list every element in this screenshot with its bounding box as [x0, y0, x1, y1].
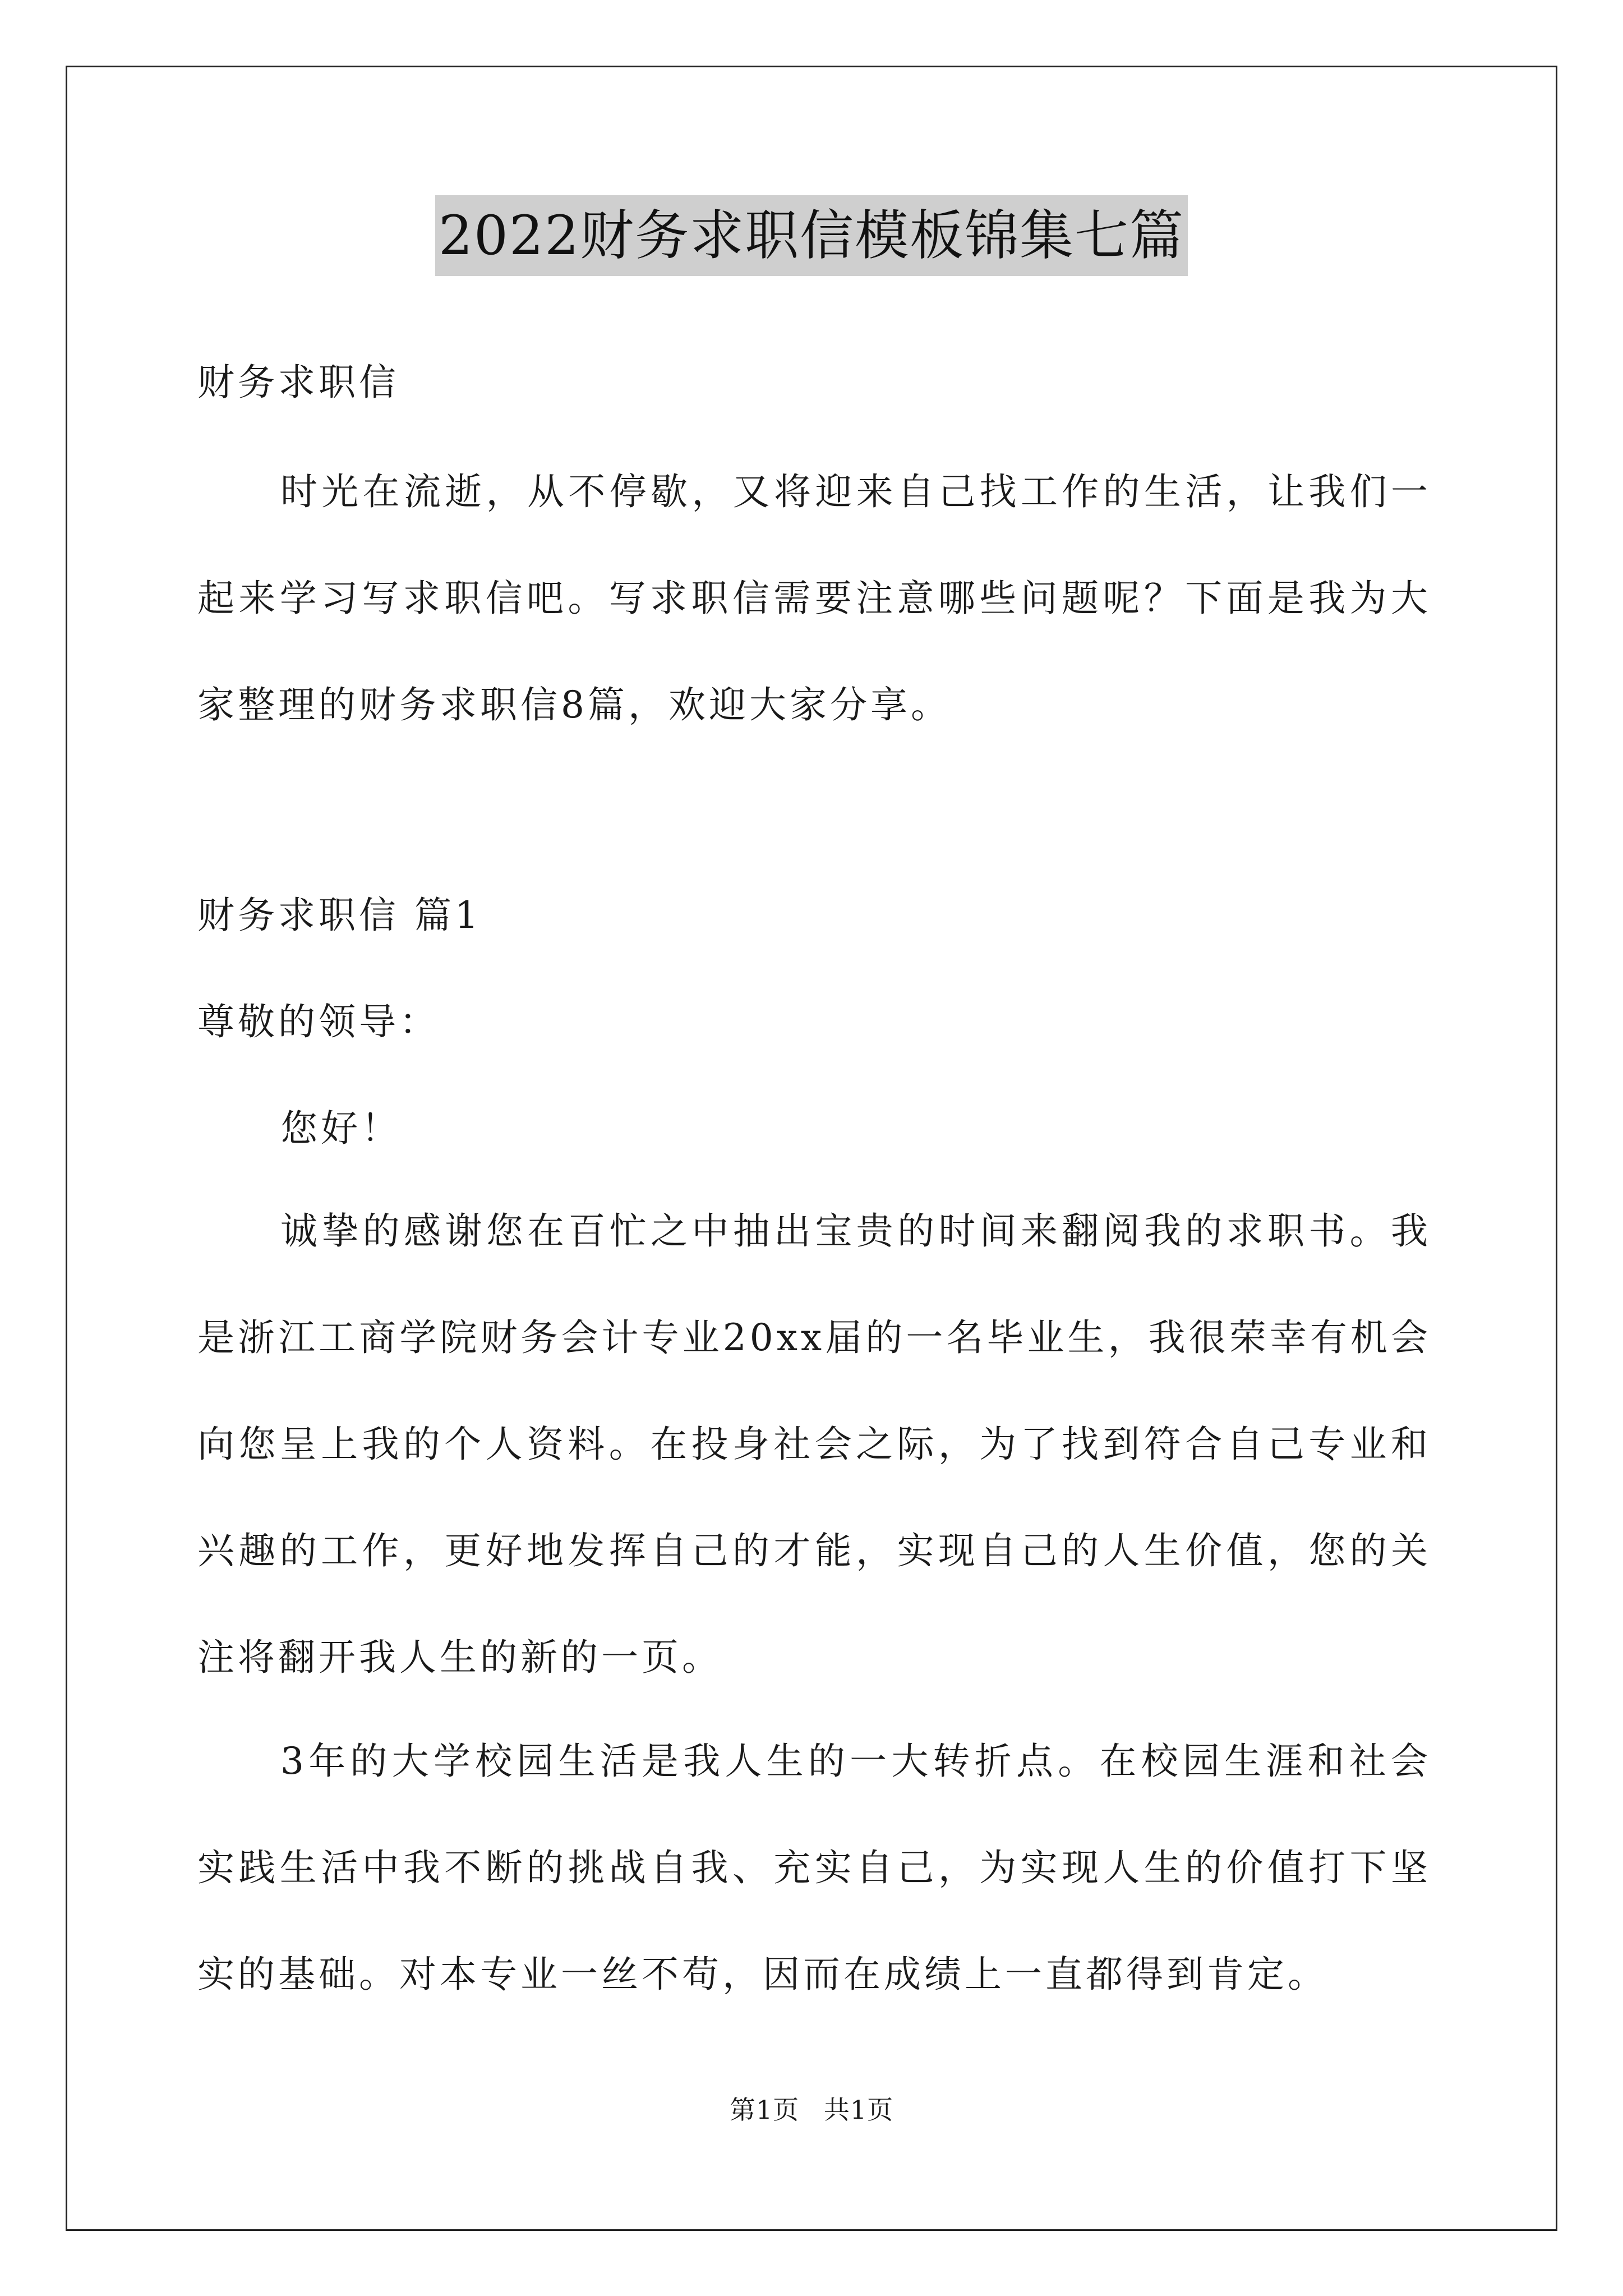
page-number-total: 共1页 [823, 2095, 894, 2125]
page-footer [0, 2090, 1623, 2127]
page-number-current: 第1页 [729, 2095, 800, 2125]
intro-paragraph: 时光在流逝，从不停歇，又将迎来自己找工作的生活，让我们一起来学习写求职信吧。写求职信需要注意哪些问题呢？下面是我为大家整理的财务求职信8篇，欢迎大家分享。 [197, 470, 1431, 726]
salutation: 尊敬的领导： [197, 1000, 440, 1043]
greeting: 您好！ [280, 1107, 402, 1150]
document-title: 2022财务求职信模板锦集七篇 [435, 195, 1188, 276]
intro-heading: 财务求职信 [197, 361, 399, 404]
title-container [0, 195, 1623, 276]
body-paragraph-1: 诚挚的感谢您在百忙之中抽出宝贵的时间来翻阅我的求职书。我是浙江工商学院财务会计专业20xx届的一名毕业生，我很荣幸有机会向您呈上我的个人资料。在投身社会之际，为了找到符合自己专业和兴趣的工作，更好地发挥自己的才能，实现自己的人生价值，您的关注将翻开我人生的新的一页。 [197, 1209, 1431, 1679]
section-heading: 财务求职信 篇1 [197, 894, 482, 937]
body-paragraph-2: 3年的大学校园生活是我人生的一大转折点。在校园生涯和社会实践生活中我不断的挑战自我、充实自己，为实现人生的价值打下坚实的基础。对本专业一丝不苟，因而在成绩上一直都得到肯定。 [197, 1740, 1431, 1996]
